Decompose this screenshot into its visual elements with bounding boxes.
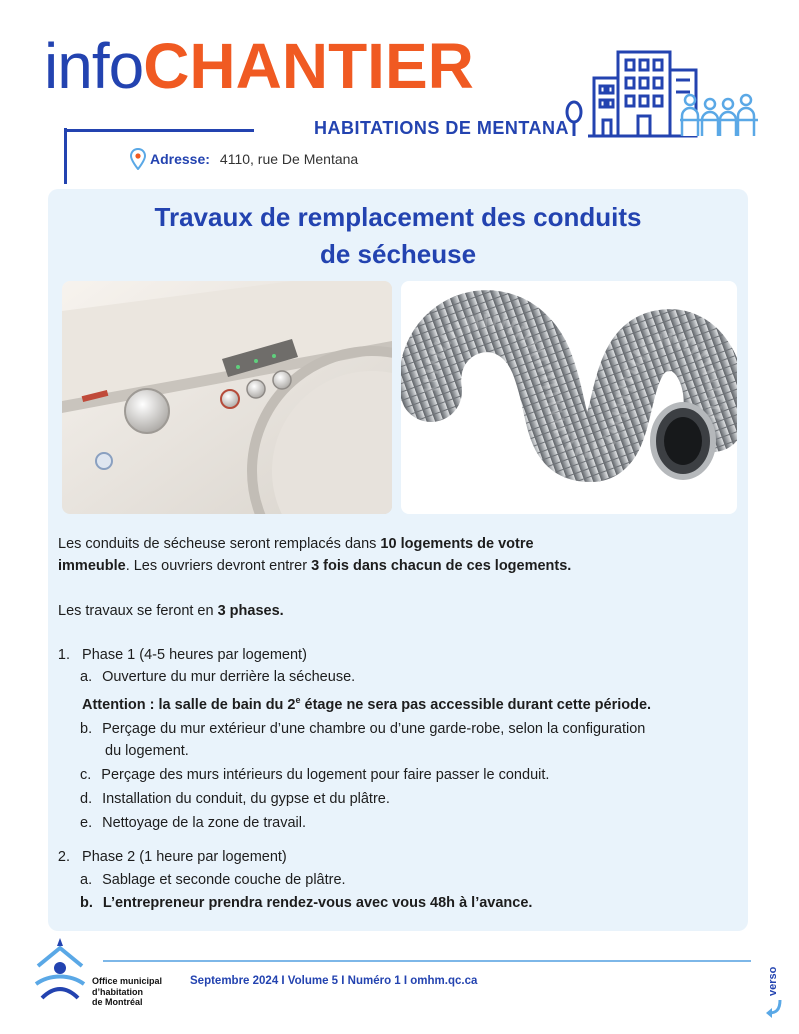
org-line-1: Office municipal <box>92 976 163 986</box>
title-line-2: de sécheuse <box>319 239 477 269</box>
phase-1-item <box>50 644 307 666</box>
phase-1-e <box>80 812 306 834</box>
phase-2-title: Phase 2 (1 heure par logement) <box>82 849 287 865</box>
phase-2-a-text: Sablage et seconde couche de plâtre. <box>102 872 346 888</box>
phase-2-number: 2. <box>57 849 70 865</box>
verso-link[interactable] <box>764 960 794 1020</box>
title-line-1: Travaux de remplacement des conduits <box>154 202 642 232</box>
intro-line-2 <box>58 555 571 577</box>
phase-1-e-text: Nettoyage de la zone de travail. <box>102 815 307 831</box>
omhm-logo-icon <box>32 936 88 1002</box>
location-pin-icon <box>130 148 146 170</box>
address-label: Adresse: <box>150 151 210 167</box>
phase-2-b-text: L’entrepreneur prendra rendez-vous avec vous 48h à l’avance. <box>102 895 533 911</box>
phase-2-b <box>80 892 532 914</box>
intro-bold-3: 3 fois dans chacun de ces logements. <box>311 558 572 574</box>
address-row <box>130 146 358 172</box>
phase-1-e-letter: e. <box>80 815 93 831</box>
header-vertical-rule <box>64 128 67 184</box>
phase-2-item <box>50 846 287 868</box>
phase-1-b-continued: du logement. <box>105 743 189 759</box>
phase-1-title: Phase 1 (4-5 heures par logement) <box>82 647 307 663</box>
buildings-people-icon <box>560 40 760 140</box>
attention-text-1: Attention : la salle de bain du 2 <box>82 696 296 713</box>
phase-1-a-text: Ouverture du mur derrière la sécheuse. <box>102 669 356 685</box>
phase-1-c <box>80 764 549 786</box>
footer-rule <box>103 960 751 962</box>
phase-1-number: 1. <box>57 647 70 663</box>
brand-chantier: CHANTIER <box>143 30 474 102</box>
phase-1-b <box>80 718 645 740</box>
subtitle-rule <box>64 129 254 132</box>
brand-title <box>44 30 474 102</box>
phase-1-d-text: Installation du conduit, du gypse et du plâtre. <box>102 791 390 807</box>
intro-bold-2: immeuble <box>58 558 126 574</box>
subtitle-row <box>64 118 569 142</box>
phase-1-d-letter: d. <box>80 791 93 807</box>
omhm-name <box>92 976 162 1008</box>
phase-1-c-text: Perçage des murs intérieurs du logement pour faire passer le conduit. <box>101 767 550 783</box>
phase-1-a <box>80 666 355 688</box>
phase-1-c-letter: c. <box>80 767 92 783</box>
phase-1-b-text-1: Perçage du mur extérieur d’une chambre ou d’une garde-robe, selon la configuration <box>102 721 646 737</box>
issue-info: Septembre 2024 I Volume 5 I Numéro 1 I omhm.qc.ca <box>190 975 478 987</box>
address-value: 4110, rue De Mentana <box>219 151 359 167</box>
intro-text-1: Les conduits de sécheuse seront remplacés dans <box>58 536 381 552</box>
phases-intro-text: Les travaux se feront en <box>58 603 218 619</box>
verso-label: verso <box>767 966 779 996</box>
intro-text-2: . Les ouvriers devront entrer <box>125 558 312 574</box>
subtitle: HABITATIONS DE MENTANA <box>314 118 569 138</box>
attention-note <box>82 689 651 716</box>
phase-2-a-letter: a. <box>80 872 93 888</box>
phase-2-b-letter: b. <box>80 895 93 911</box>
intro-bold-1: 10 logements de votre <box>380 536 534 552</box>
phases-intro-bold: 3 phases. <box>217 603 284 619</box>
phase-2-a <box>80 869 346 891</box>
phase-1-d <box>80 788 390 810</box>
org-line-3: de Montréal <box>92 997 143 1007</box>
phases-intro <box>58 600 284 622</box>
intro-line-1 <box>58 533 534 555</box>
phase-1-a-letter: a. <box>80 669 93 685</box>
dryer-photo <box>62 281 392 514</box>
attention-text-2: étage ne sera pas accessible durant cette période. <box>300 696 652 713</box>
attention-superscript: e <box>295 695 301 705</box>
phase-1-b-letter: b. <box>80 721 93 737</box>
duct-photo <box>401 281 737 514</box>
article-title <box>48 199 748 273</box>
brand-info: info <box>44 30 144 102</box>
turn-arrow-icon <box>764 998 784 1018</box>
org-line-2: d’habitation <box>92 986 143 997</box>
